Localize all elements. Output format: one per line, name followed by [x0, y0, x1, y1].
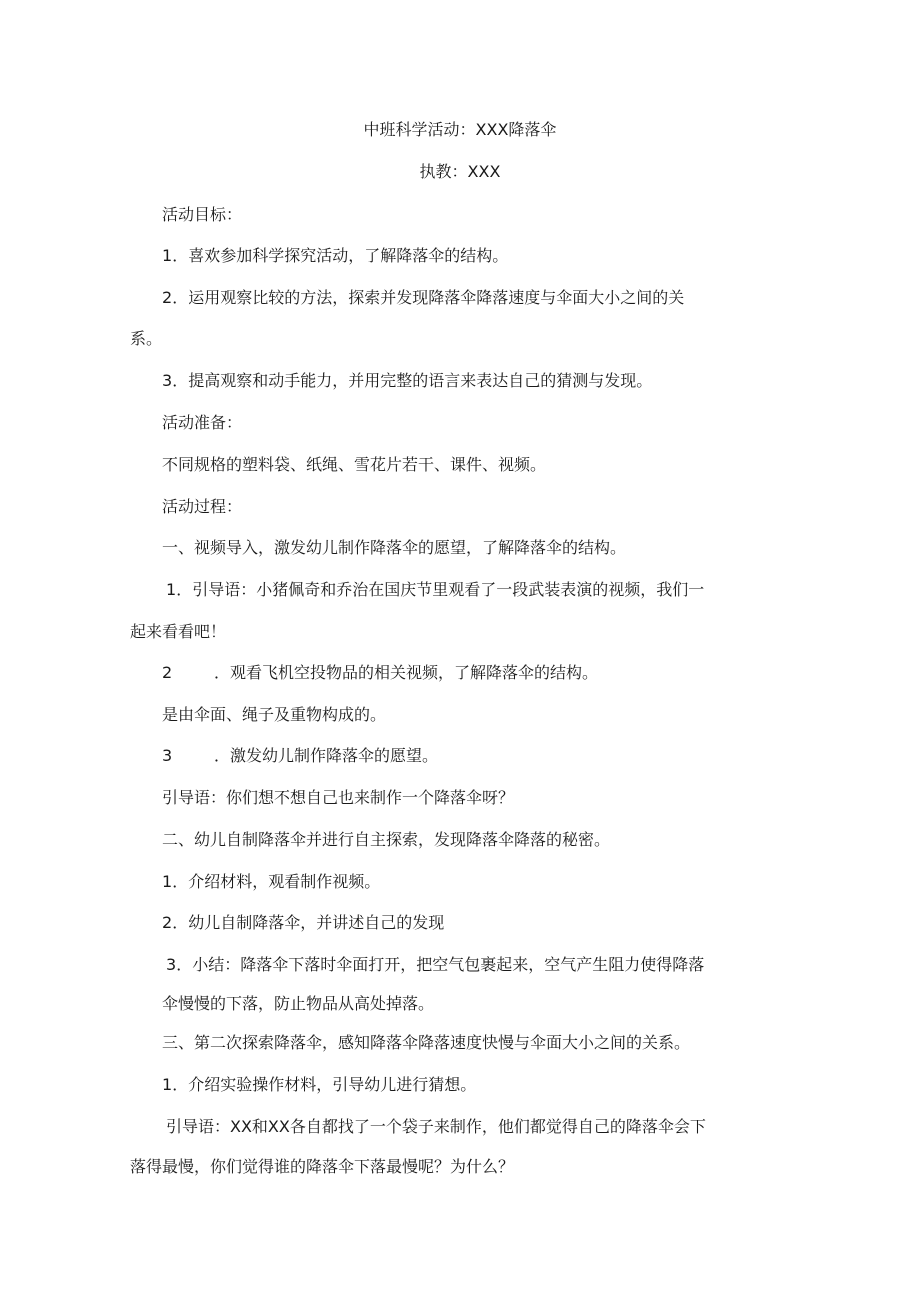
- section-1-item-3-text: ．激发幼儿制作降落伞的愿望。: [214, 746, 439, 765]
- goal-1-text: ．喜欢参加科学探究活动，了解降落伞的结构。: [172, 246, 509, 265]
- section-2-item-3-number: 3: [166, 955, 177, 974]
- section-2-item-2-text: ．幼儿自制降落伞，并讲述自己的发现: [172, 913, 445, 932]
- section-1-item-2-number: 2: [162, 663, 173, 682]
- section-3-item-1: [162, 1075, 476, 1095]
- section-1-item-3-number: 3: [162, 746, 173, 765]
- section-2-item-1-number: 1: [162, 872, 173, 891]
- process-heading: 活动过程：: [162, 497, 243, 516]
- section-2-item-2-number: 2: [162, 913, 173, 932]
- section-2-item-3: [166, 955, 704, 975]
- section-1-item-3: [162, 746, 438, 766]
- section-1-item-2: [162, 663, 598, 683]
- section-2-item-3-continuation: 伞慢慢的下落，防止物品从高处掉落。: [162, 994, 435, 1013]
- section-3-item-1-continuation: 落得最慢，你们觉得谁的降落伞下落最慢呢？为什么？: [130, 1157, 515, 1176]
- section-2-item-2: [162, 913, 444, 933]
- goal-item-2: [162, 288, 684, 308]
- section-1-item-2-continuation: 是由伞面、绳子及重物构成的。: [162, 705, 387, 724]
- section-1-item-3-guide: 引导语：你们想不想自己也来制作一个降落伞呀？: [162, 788, 515, 807]
- goal-item-3: [162, 371, 652, 391]
- section-1-item-2-text: ．观看飞机空投物品的相关视频，了解降落伞的结构。: [214, 663, 599, 682]
- section-1-item-1-number: 1: [166, 580, 177, 599]
- section-1-item-1-continuation: 起来看看吧！: [130, 622, 227, 641]
- goal-2-text: ．运用观察比较的方法，探索并发现降落伞降落速度与伞面大小之间的关: [172, 288, 685, 307]
- section-1-item-1: [166, 580, 704, 600]
- prep-heading: 活动准备：: [162, 413, 243, 432]
- teacher-line: 执教：XXX: [419, 162, 501, 181]
- section-2-title: 二、幼儿自制降落伞并进行自主探索，发现降落伞降落的秘密。: [162, 830, 611, 849]
- goal-2-number: 2: [162, 288, 173, 307]
- section-3-item-1-guide: 引导语：XX和XX各自都找了一个袋子来制作，他们都觉得自己的降落伞会下: [166, 1117, 706, 1136]
- section-1-title: 一、视频导入，激发幼儿制作降落伞的愿望，了解降落伞的结构。: [162, 538, 627, 557]
- goal-1-number: 1: [162, 246, 173, 265]
- section-3-item-1-text: ．介绍实验操作材料，引导幼儿进行猜想。: [172, 1075, 477, 1094]
- section-2-item-1-text: ．介绍材料，观看制作视频。: [172, 872, 381, 891]
- prep-text: 不同规格的塑料袋、纸绳、雪花片若干、课件、视频。: [162, 455, 547, 474]
- section-1-item-1-text: ．引导语：小猪佩奇和乔治在国庆节里观看了一段武装表演的视频，我们一: [176, 580, 705, 599]
- section-3-item-1-number: 1: [162, 1075, 173, 1094]
- goal-2-continuation: 系。: [130, 329, 163, 348]
- document-title: 中班科学活动：XXX降落伞: [363, 120, 557, 139]
- section-2-item-3-text: ．小结：降落伞下落时伞面打开，把空气包裹起来，空气产生阻力使得降落: [176, 955, 705, 974]
- goal-3-text: ．提高观察和动手能力，并用完整的语言来表达自己的猜测与发现。: [172, 371, 653, 390]
- section-3-title: 三、第二次探索降落伞，感知降落伞降落速度快慢与伞面大小之间的关系。: [162, 1033, 691, 1052]
- goals-heading: 活动目标：: [162, 205, 243, 224]
- section-2-item-1: [162, 872, 380, 892]
- goal-3-number: 3: [162, 371, 173, 390]
- goal-item-1: [162, 246, 508, 266]
